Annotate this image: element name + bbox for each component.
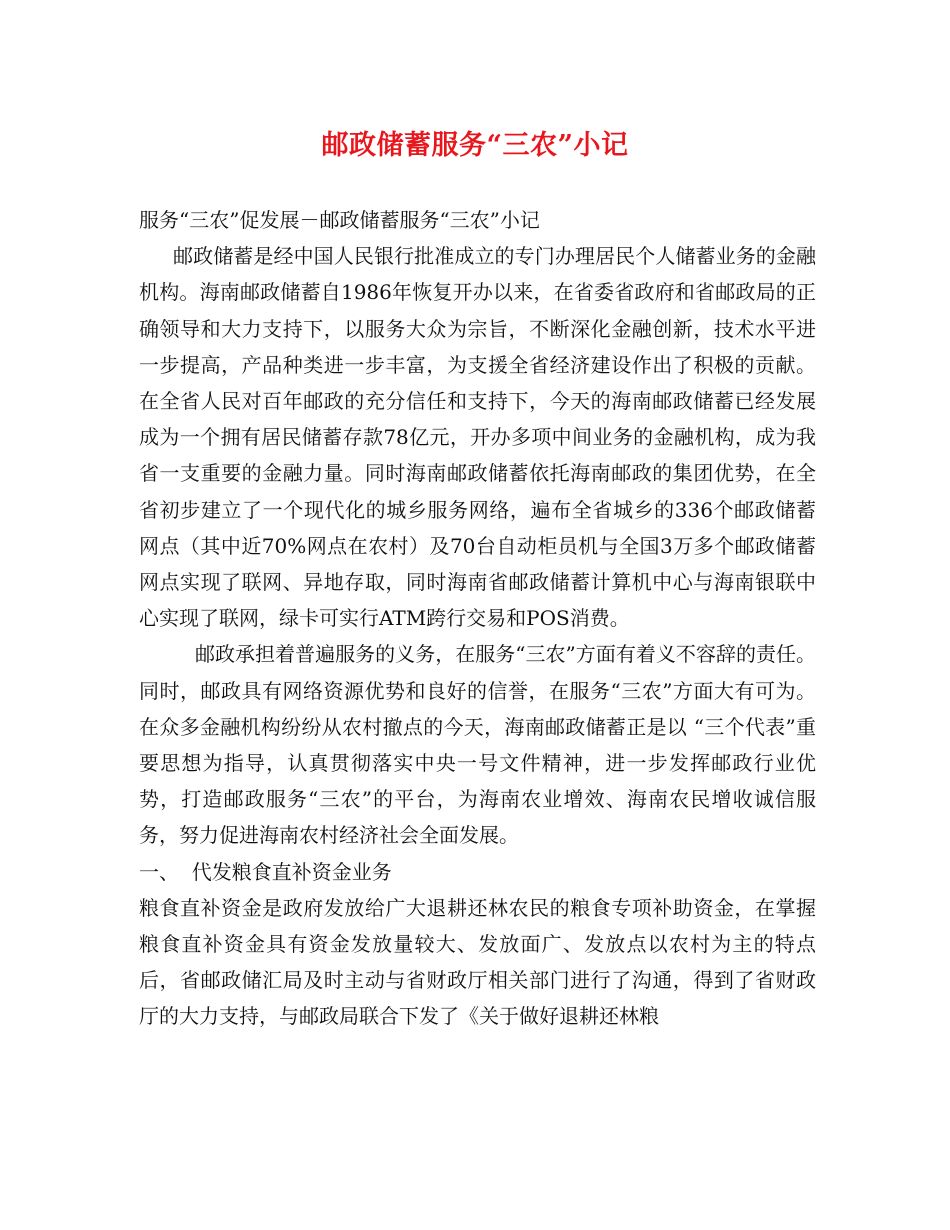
paragraph-grain-subsidy: 粮食直补资金是政府发放给广大退耕还林农民的粮食专项补助资金，在掌握粮食直补资金具有资金发放量较大、发放面广、发放点以农村为主的特点后，省邮政储汇局及时主动与省财政厅相关部门进行了沟通，得到了省财政厅的大力支持，与邮政局联合下发了《关于做好退耕还林粮 xyxy=(139,895,816,1029)
subtitle-line: 服务“三农”促发展－邮政储蓄服务“三农”小记 xyxy=(139,208,540,232)
paragraph-intro: 邮政储蓄是经中国人民银行批准成立的专门办理居民个人储蓄业务的金融机构。海南邮政储蓄自1986年恢复开办以来，在省委省政府和省邮政局的正确领导和大力支持下，以服务大众为宗旨，不断深化金融创新，技术水平进一步提高，产品种类进一步丰富，为支援全省经济建设作出了积极的贡献。在全省人民对百年邮政的充分信任和支持下，今天的海南邮政储蓄已经发展成为一个拥有居民储蓄存款78亿元，开办多项中间业务的金融机构，成为我省一支重要的金融力量。同时海南邮政储蓄依托海南邮政的集团优势，在全省初步建立了一个现代化的城乡服务网络，遍布全省城乡的336个邮政储蓄网点（其中近70%网点在农村）及70台自动柜员机与全国3万多个邮政储蓄网点实现了联网、异地存取，同时海南省邮政储蓄计算机中心与海南银联中心实现了联网，绿卡可实行ATM跨行交易和POS消费。 xyxy=(139,244,816,631)
document-body xyxy=(139,202,816,1035)
section-heading: 一、 代发粮食直补资金业务 xyxy=(139,859,392,884)
paragraph-responsibility: 邮政承担着普遍服务的义务，在服务“三农”方面有着义不容辞的责任。同时，邮政具有网络资源优势和良好的信誉，在服务“三农”方面大有可为。在众多金融机构纷纷从农村撤点的今天，海南邮政储蓄正是以 “三个代表”重要思想为指导，认真贯彻落实中央一号文件精神，进一步发挥邮政行业优势，打造邮政服务“三农”的平台，为海南农业增效、海南农民增收诚信服务，努力促进海南农村经济社会全面发展。 xyxy=(139,642,816,848)
document-title: 邮政储蓄服务“三农”小记 xyxy=(321,130,629,161)
